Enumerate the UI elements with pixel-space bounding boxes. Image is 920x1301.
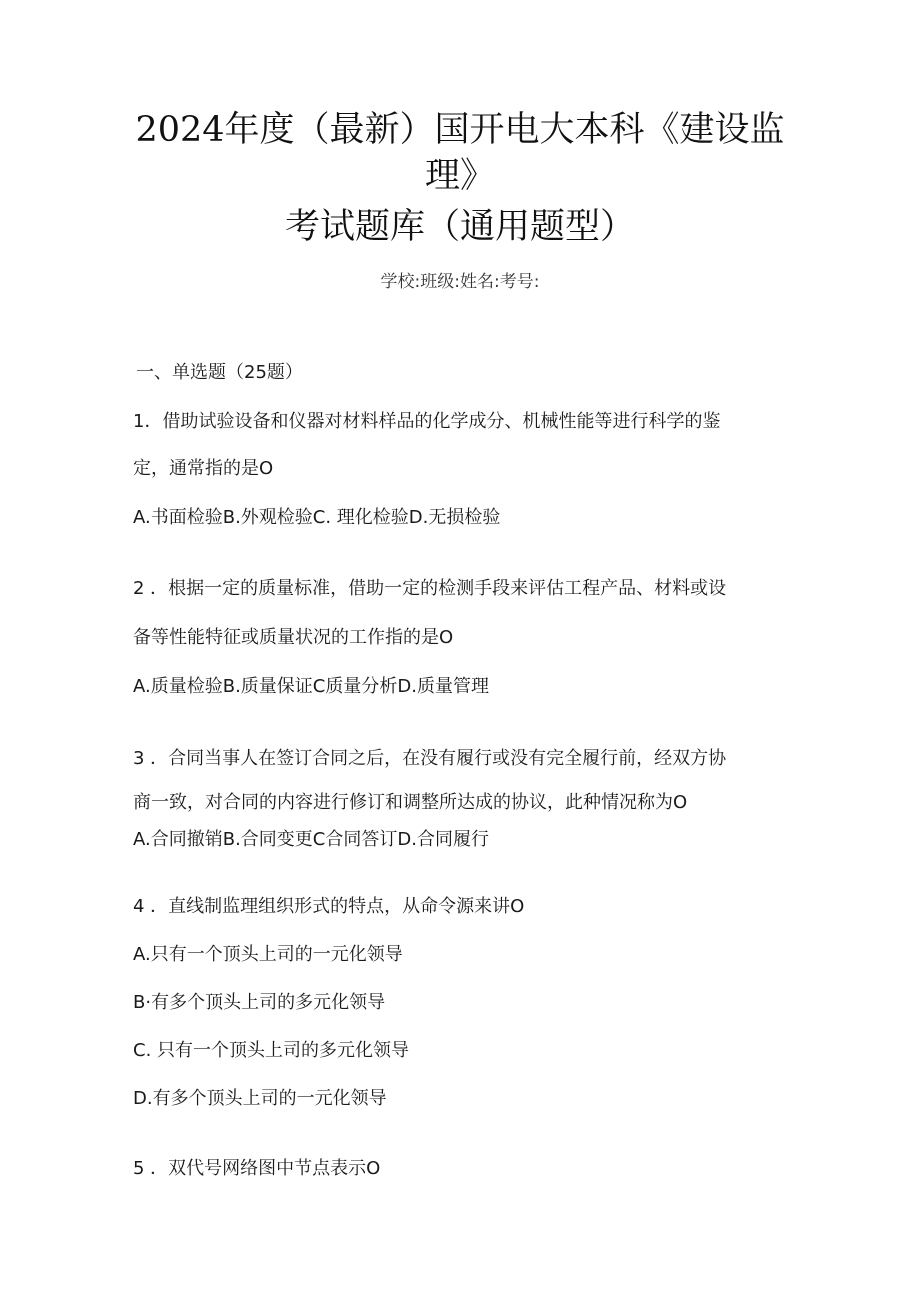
question-4-option-d: D.有多个顶头上司的一元化领导	[133, 1088, 387, 1109]
question-3-stem-line-2: 商一致，对合同的内容进行修订和调整所达成的协议，此种情况称为O	[133, 792, 688, 813]
question-3-options: A.合同撤销B.合同变更C合同答订D.合同履行	[133, 829, 489, 850]
document-title-line-1: 2024年度（最新）国开电大本科《建设监	[135, 110, 785, 150]
question-1-stem-line-1: 1．借助试验设备和仪器对材料样品的化学成分、机械性能等进行科学的鉴	[133, 411, 721, 432]
question-1-stem-line-2: 定，通常指的是O	[133, 458, 274, 479]
question-2-stem-line-1: 2 ．根据一定的质量标准，借助一定的检测手段来评估工程产品、材料或设	[133, 578, 727, 599]
student-info-line: 学校:班级:姓名:考号:	[380, 272, 540, 292]
question-3-stem-line-1: 3 ．合同当事人在签订合同之后，在没有履行或没有完全履行前，经双方协	[133, 748, 727, 769]
question-2-options: A.质量检验B.质量保证C质量分析D.质量管理	[133, 676, 489, 697]
question-4-stem: 4 ．直线制监理组织形式的特点，从命令源来讲O	[133, 896, 525, 917]
question-1-options: A.书面检验B.外观检验C. 理化检验D.无损检验	[133, 507, 501, 528]
question-4-option-b: B·有多个顶头上司的多元化领导	[133, 992, 386, 1013]
question-4-option-c: C. 只有一个顶头上司的多元化领导	[133, 1040, 410, 1061]
question-2-stem-line-2: 备等性能特征或质量状况的工作指的是O	[133, 627, 454, 648]
document-title-line-3: 考试题库（通用题型）	[284, 207, 635, 247]
question-5-stem: 5 ．双代号网络图中节点表示O	[133, 1158, 381, 1179]
question-4-option-a: A.只有一个顶头上司的一元化领导	[133, 944, 403, 965]
section-heading: 一、单选题（25题）	[136, 362, 303, 383]
document-title-line-2: 理》	[424, 156, 495, 196]
